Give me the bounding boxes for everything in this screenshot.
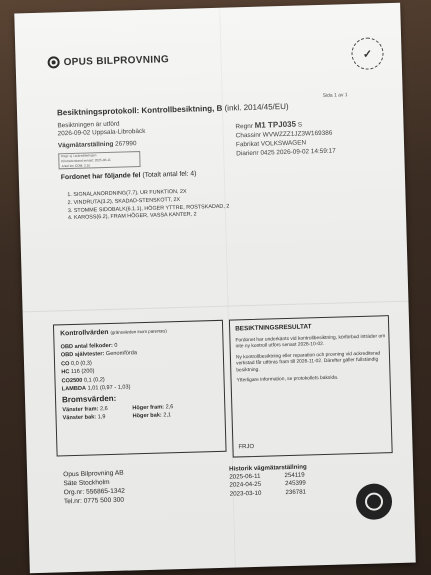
- history-row: 2025-06-11 254119: [229, 471, 305, 481]
- chassis-row: [236, 130, 333, 140]
- result-paragraph: Ny kontrollbesiktning eller reparation och provning vid ackrediterad verkstad får utföras fram till 2026-11-02. Därefter gäller fullständig besiktning.: [235, 351, 381, 374]
- certification-stamp-icon: [356, 483, 393, 520]
- chassis-value: WVWZZZ1JZ3W169386: [262, 129, 333, 139]
- brake-front-left: Vänster fram: 2,6: [62, 406, 108, 414]
- fault-item: 2. VINDRUTA(3.2), SKADAD-STENSKOTT, 2X: [67, 196, 181, 206]
- control-row: OBD självtester: Genomförda: [60, 350, 138, 359]
- faults-heading: [61, 170, 197, 181]
- company-tel: Tel.nr: 0775 500 300: [63, 496, 125, 506]
- note-line-2: Kilometerstand senast: 2025-06-11: [61, 157, 111, 164]
- faults-total-label: (Totalt antal fel:: [142, 170, 189, 179]
- faults-heading-label: Fordonet har följande fel: [60, 172, 141, 182]
- reg-label: Regnr: [235, 122, 254, 131]
- control-rows: [60, 341, 138, 394]
- odometer-label: Vägmätarställning: [57, 140, 114, 150]
- control-values-box: [53, 320, 227, 457]
- make-label: Fabrikat: [235, 140, 260, 149]
- fault-item: 4. KAROSS(6.2), FRAM HÖGER, VASSA KANTER, 2: [67, 211, 197, 222]
- odometer: [58, 140, 137, 149]
- odometer-value: 267990: [115, 140, 137, 148]
- control-row: CO2500 0,1 (0,2): [61, 376, 105, 384]
- result-text: [235, 334, 386, 385]
- performed-value: 2026-09-02 Uppsala-Librobäck: [57, 127, 146, 138]
- control-row: HC 116 (200): [61, 368, 95, 376]
- fault-item: 3. STOMME SIDOBALK(6.1.1), HÖGER YTTRE, ROSTSKADAD, 2: [67, 203, 230, 214]
- protocol-title-suffix: (inkl. 2014/45/EU): [224, 101, 289, 113]
- company-name: Opus Bilprovning AB: [63, 469, 124, 479]
- make-value: VOLKSWAGEN: [260, 139, 307, 148]
- brakes-heading: Bromsvärden:: [61, 393, 117, 405]
- history-heading: Historik vägmätarställning: [228, 463, 307, 473]
- faults-list: [67, 188, 229, 224]
- history-row: 2023-03-10 236781: [229, 488, 307, 498]
- brakes-left: [62, 405, 108, 423]
- performed-label: Besiktningen är utförd: [57, 120, 120, 130]
- reg-row: [235, 120, 302, 131]
- inspection-protocol-sheet: [14, 3, 415, 574]
- page-label: Sida 1 av 1: [322, 92, 348, 99]
- diary-value: 0425 2026-09-02 14:59:17: [260, 147, 336, 157]
- company-info: [63, 469, 125, 507]
- faults-total-value: 4): [190, 170, 197, 178]
- control-row: OBD antal felkoder: 0: [60, 342, 118, 351]
- diary-row: [236, 148, 336, 158]
- fault-item: 1. SIGNALANORDNING(7.7), UR FUNKTION, 2X: [67, 188, 187, 199]
- note-line-1: Regl: ej i ackrediteringen: [61, 153, 97, 159]
- logo-text: OPUS BILPROVNING: [63, 53, 170, 68]
- brake-rear-right: Höger bak: 2,1: [132, 412, 172, 420]
- result-paragraph: Ytterligare information, se protokollets baksida.: [236, 375, 339, 384]
- history-row: 2024-04-25 245399: [229, 479, 306, 490]
- result-box: [229, 315, 393, 457]
- odometer-history: [229, 464, 308, 499]
- diary-label: Diarienr: [236, 149, 259, 158]
- note-line-3: Antal km COM: 2,1ü: [61, 163, 91, 169]
- odometer-note-box: [58, 151, 140, 169]
- reg-suffix: S: [297, 121, 303, 129]
- opus-logo-icon: [47, 56, 59, 68]
- swedac-seal-icon: ✓: [351, 37, 384, 70]
- brake-rear-left: Vänster bak: 1,9: [62, 414, 106, 422]
- result-heading: BESIKTNINGSRESULTAT: [235, 323, 312, 333]
- control-heading-row: [60, 327, 167, 337]
- paper-fold: [23, 301, 409, 313]
- result-paragraph: Fordonet har underkänts vid kontrollbesiktning, körförbud inträder om inte ny kontroll utförs senast 2026-10-02.: [235, 334, 386, 350]
- control-heading: Kontrollvärden: [60, 328, 109, 338]
- reg-value: M1 TPJ035: [254, 119, 297, 130]
- brakes-right: [132, 403, 174, 421]
- company-org: Org.nr: 556865-1342: [63, 487, 125, 497]
- make-row: [236, 139, 306, 148]
- brake-front-right: Höger fram: 2,6: [132, 404, 174, 412]
- protocol-title: [57, 102, 289, 117]
- control-row: CO 0,0 (0,3): [60, 360, 92, 368]
- company-seat: Säte Stockholm: [63, 479, 110, 488]
- opus-logo: [47, 53, 169, 68]
- control-heading-note: (gränsvärden inom parentes): [110, 328, 167, 335]
- control-row: LAMBDA 1,01 (0,97 - 1,03): [61, 384, 131, 393]
- protocol-title-main: Besiktningsprotokoll: Kontrollbesiktning, B: [56, 103, 223, 118]
- chassis-label: Chassinr: [235, 131, 262, 140]
- result-signature: FRJO: [238, 443, 255, 451]
